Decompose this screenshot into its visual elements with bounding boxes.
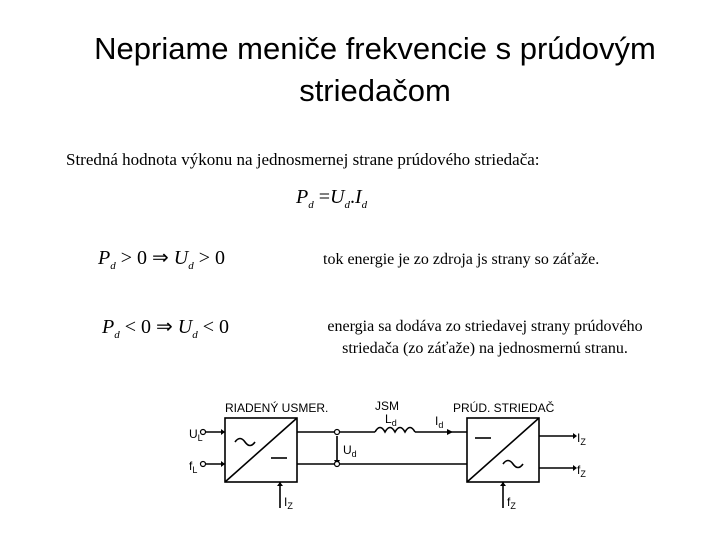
negative-note [300,316,670,360]
inductor-label: $L_d$ [385,412,397,428]
formula-dot: . [349,186,355,208]
neg-rhs: U [177,316,193,338]
pos-cmp2: > 0 [198,247,225,269]
formula-p: P [296,186,309,208]
output-current-label: $I_Z$ [577,431,586,447]
inverter-control-label: $f_Z$ [507,495,516,511]
input-voltage-label: $U_L$ [189,427,203,443]
neg-cmp1: < 0 ⇒ [124,316,173,338]
formula-p-sub: d [308,199,314,211]
neg-lhs-sub: d [114,329,120,341]
inverter-ac-symbol [503,461,523,468]
circuit-diagram [185,390,605,540]
formula-eq: = [318,186,330,208]
voltage-label: $U_d$ [343,443,357,459]
title-line-1: Nepriame meniče frekvencie s prúdovým [94,31,656,66]
positive-note: tok energie je zo zdroja js strany so záťaže. [323,251,600,268]
current-label: $I_d$ [435,414,444,430]
neg-cmp2: < 0 [202,316,229,338]
rectifier-control-label: $I_Z$ [284,495,293,511]
pos-cmp1: > 0 ⇒ [120,247,169,269]
formula-negative [102,314,229,341]
inductor-coil [375,428,415,433]
formula-u-sub: d [344,199,350,211]
page-title [60,28,690,112]
pos-rhs: U [173,247,189,269]
formula-u: U [330,186,345,208]
rectifier-label: RIADENÝ USMER. [225,401,329,415]
formula-i-sub: d [361,199,368,211]
negative-note-line-2: striedača (zo záťaže) na jednosmernú stranu. [342,340,628,357]
title-line-2: striedačom [299,73,451,108]
inverter-label: PRÚD. STRIEDAČ [453,401,555,415]
intro-text: Stredná hodnota výkonu na jednosmernej strane prúdového striedača: [66,150,540,169]
output-frequency-label: $f_Z$ [577,463,586,479]
negative-note-line-1: energia sa dodáva zo striedavej strany prúdového [327,318,643,335]
neg-lhs: P [102,316,115,338]
rectifier-ac-symbol [235,439,255,446]
formula-i: I [354,186,362,208]
input-frequency-label: $f_L$ [189,459,198,475]
neg-rhs-sub: d [192,329,198,341]
power-formula [296,186,367,211]
formula-positive [98,245,225,272]
pos-lhs: P [98,247,111,269]
pos-lhs-sub: d [110,260,116,272]
jsm-label: JSM [375,399,399,413]
pos-rhs-sub: d [188,260,194,272]
